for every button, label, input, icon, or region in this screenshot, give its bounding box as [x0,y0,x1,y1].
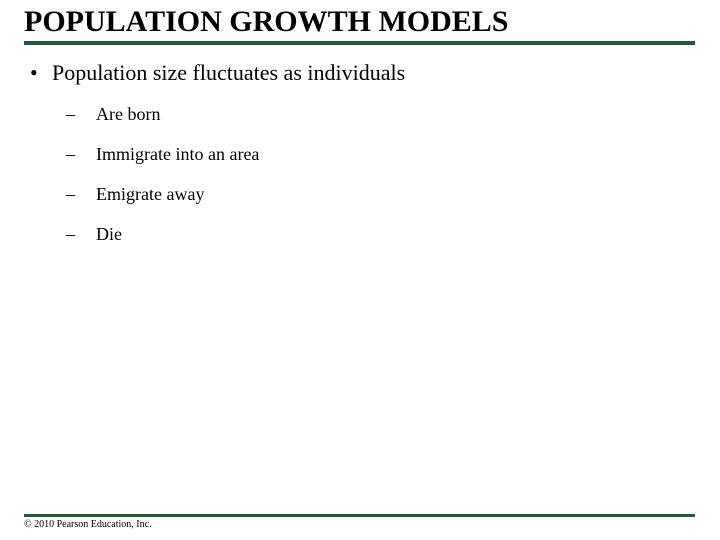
sub-bullet-item [66,103,259,143]
main-bullet-text: Population size fluctuates as individuals [52,60,406,85]
sub-bullet-text: Die [96,224,122,244]
dash-marker: – [66,224,75,244]
dash-marker: – [66,104,75,124]
sub-bullet-item [66,183,259,223]
sub-bullet-text: Are born [96,104,161,124]
copyright-footer: © 2010 Pearson Education, Inc. [24,519,152,530]
sub-bullet-text: Emigrate away [96,184,205,204]
sub-bullet-text: Immigrate into an area [96,144,260,164]
title-divider [24,41,695,45]
sub-bullet-list [66,103,259,263]
footer-divider [24,514,695,517]
dash-marker: – [66,184,75,204]
dash-marker: – [66,144,75,164]
slide-title: POPULATION GROWTH MODELS [24,5,509,38]
bullet-marker: • [30,60,38,85]
main-bullet [30,60,405,86]
sub-bullet-item [66,223,259,263]
sub-bullet-item [66,143,259,183]
